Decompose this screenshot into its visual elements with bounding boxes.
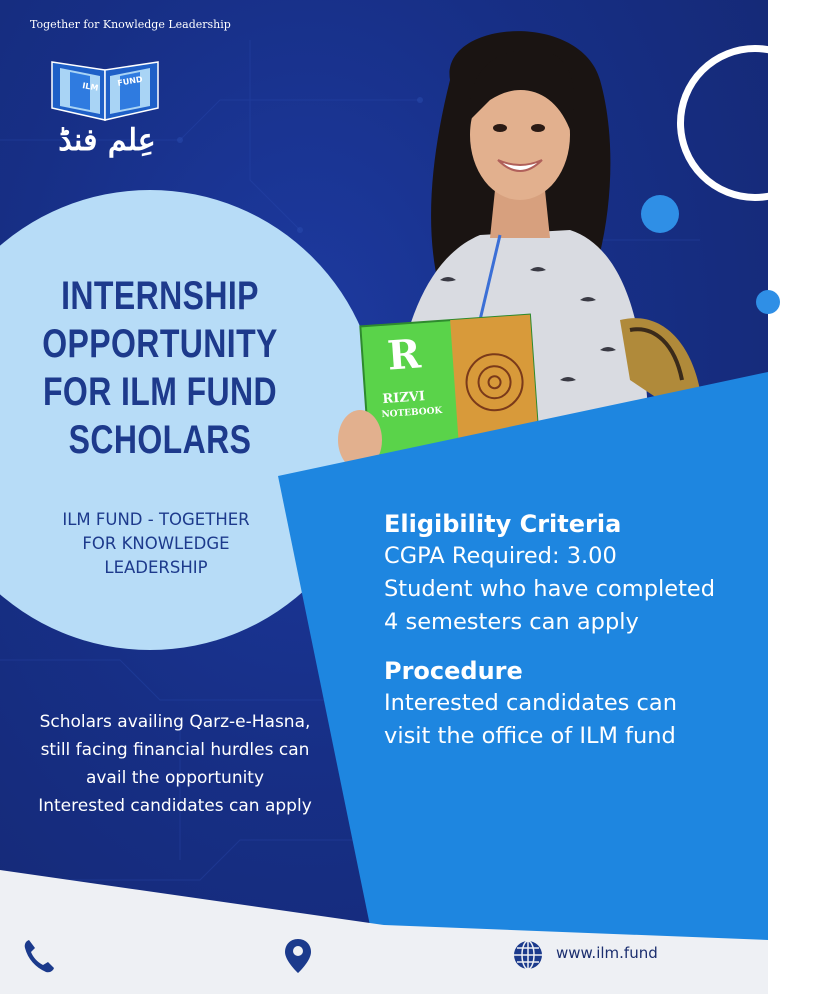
eligibility-line: Student who have completed xyxy=(384,576,716,602)
svg-text:ILM: ILM xyxy=(81,81,100,93)
notebook-brand-sub: NOTEBOOK xyxy=(381,405,443,421)
headline-line: FOR ILM FUND xyxy=(42,370,278,414)
scholars-note: Scholars availing Qarz-e-Hasna, still facing financial hurdles can avail the opportunity Interested candidates can apply xyxy=(38,712,312,816)
eligibility-heading: Eligibility Criteria xyxy=(384,510,622,538)
headline-line: INTERNSHIP xyxy=(61,274,259,318)
headline-line: SCHOLARS xyxy=(68,418,252,462)
headline-line: OPPORTUNITY xyxy=(42,322,278,366)
notebook-letter: R xyxy=(385,330,423,380)
tagline: ILM FUND - TOGETHER FOR KNOWLEDGE LEADERSHIP xyxy=(62,510,250,577)
notebook-brand: RIZVI xyxy=(381,389,426,408)
phone-icon[interactable] xyxy=(22,938,56,974)
svg-text:FUND: FUND xyxy=(116,74,144,88)
globe-icon[interactable] xyxy=(513,940,543,970)
eligibility-line: 4 semesters can apply xyxy=(384,609,639,635)
logo-urdu-text: عِلم فنڈ xyxy=(58,123,156,158)
location-pin-icon[interactable] xyxy=(284,938,312,974)
procedure-line: visit the office of ILM fund xyxy=(384,723,676,749)
website-link[interactable]: www.ilm.fund xyxy=(556,944,658,962)
procedure-line: Interested candidates can xyxy=(384,690,677,716)
logo-tagline-curve: Together for Knowledge Leadership xyxy=(30,18,231,31)
procedure-heading: Procedure xyxy=(384,657,523,685)
eligibility-line: CGPA Required: 3.00 xyxy=(384,543,617,569)
